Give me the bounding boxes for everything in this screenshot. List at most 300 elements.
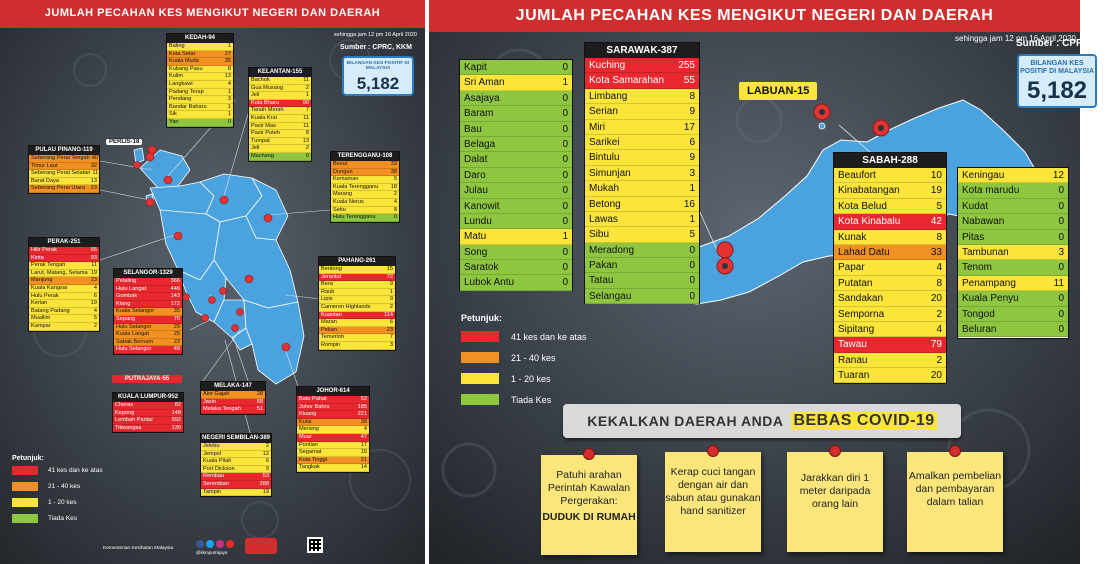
district-count: 0 bbox=[562, 215, 568, 227]
state-table bbox=[28, 145, 100, 194]
district-name: Song bbox=[464, 246, 488, 258]
district-count: 11 bbox=[1053, 277, 1064, 289]
as-of-date: sehingga jam 12 pm 16 April 2020 bbox=[955, 34, 1076, 43]
district-count: 1 bbox=[227, 103, 231, 110]
district-count: 8 bbox=[936, 231, 942, 243]
district-name: Beaufort bbox=[838, 170, 876, 181]
district-row bbox=[958, 168, 1068, 183]
district-count: 0 bbox=[562, 169, 568, 181]
state-title: PERAK-251 bbox=[29, 238, 99, 247]
legend-swatch-green bbox=[12, 514, 38, 523]
district-name: Hulu Selangor bbox=[116, 323, 152, 330]
district-row bbox=[834, 368, 946, 383]
district-name: Tumpat bbox=[251, 137, 270, 144]
district-count: 2 bbox=[265, 443, 269, 449]
district-count: 0 bbox=[1058, 216, 1064, 228]
district-name: Sri Aman bbox=[464, 77, 505, 89]
district-count: 0 bbox=[1058, 293, 1064, 305]
district-name: Tenom bbox=[962, 262, 993, 274]
district-name: Sepang bbox=[116, 315, 136, 322]
district-count: 19 bbox=[930, 185, 942, 197]
district-row bbox=[29, 178, 99, 186]
state-title: JOHOR-614 bbox=[297, 387, 369, 396]
district-count: 4 bbox=[936, 323, 942, 335]
note-text: Jarakkan diri 1 meter daripada orang lain bbox=[799, 472, 871, 510]
district-row bbox=[585, 58, 699, 73]
district-count: 68 bbox=[256, 398, 263, 405]
district-name: Asajaya bbox=[464, 92, 500, 104]
district-name: Johor Bahru bbox=[299, 403, 330, 410]
district-name: Matu bbox=[464, 231, 487, 243]
district-row bbox=[460, 183, 572, 198]
sticky-note-wash-hands bbox=[665, 452, 761, 552]
district-name: Muar bbox=[299, 433, 312, 440]
state-title: KEDAH-94 bbox=[167, 34, 233, 43]
district-count: 13 bbox=[302, 137, 309, 144]
district-count: 65 bbox=[90, 247, 97, 253]
district-count: 23 bbox=[173, 338, 180, 345]
district-name: Port Dickson bbox=[203, 465, 235, 472]
district-name: Jasin bbox=[203, 398, 217, 405]
east-malaysia-panel bbox=[429, 0, 1119, 564]
district-count: 52 bbox=[360, 396, 367, 402]
district-name: Mukah bbox=[589, 183, 620, 195]
district-name: Alor Gajah bbox=[203, 391, 230, 397]
district-name: Lawas bbox=[589, 213, 618, 225]
district-count: 55 bbox=[683, 75, 695, 87]
peninsular-panel bbox=[0, 0, 425, 564]
district-row bbox=[958, 260, 1068, 275]
district-row bbox=[297, 464, 369, 472]
district-row bbox=[297, 457, 369, 465]
district-count: 11 bbox=[303, 114, 309, 121]
district-count: 23 bbox=[386, 326, 393, 333]
district-count: 3 bbox=[389, 341, 393, 348]
district-count: 8 bbox=[227, 65, 231, 72]
district-row bbox=[958, 307, 1068, 322]
district-name: Kanowit bbox=[464, 200, 500, 212]
district-name: Yan bbox=[169, 118, 179, 125]
district-name: Cheras bbox=[115, 402, 134, 408]
district-count: 19 bbox=[262, 488, 269, 495]
district-count: 23 bbox=[90, 185, 97, 192]
district-count: 4 bbox=[393, 198, 397, 205]
district-count: 0 bbox=[562, 123, 568, 135]
district-row bbox=[114, 278, 182, 286]
district-row bbox=[834, 307, 946, 322]
motto-text: KEKALKAN DAERAH ANDA bbox=[587, 413, 784, 429]
facebook-icon[interactable] bbox=[196, 540, 204, 548]
district-name: Papar bbox=[838, 262, 865, 274]
district-count: 38 bbox=[360, 418, 367, 425]
state-title: PULAU PINANG-119 bbox=[29, 146, 99, 155]
district-row bbox=[249, 130, 311, 138]
state-title: PAHANG-261 bbox=[319, 257, 395, 266]
instagram-icon[interactable] bbox=[216, 540, 224, 548]
district-count: 0 bbox=[562, 262, 568, 274]
district-name: Bentong bbox=[321, 266, 342, 272]
twitter-icon[interactable] bbox=[206, 540, 214, 548]
district-name: Baram bbox=[464, 108, 494, 120]
district-count: 0 bbox=[562, 246, 568, 258]
district-count: 33 bbox=[390, 161, 397, 167]
legend-item-green: Tiada Kes bbox=[48, 515, 78, 522]
district-name: Seberang Perai Utara bbox=[31, 185, 86, 192]
district-name: Serian bbox=[589, 106, 618, 118]
district-name: Miri bbox=[589, 121, 606, 133]
youtube-icon[interactable] bbox=[226, 540, 234, 548]
district-row bbox=[114, 286, 182, 294]
legend-title: Petunjuk: bbox=[12, 455, 44, 462]
district-name: Kota Belud bbox=[838, 200, 887, 212]
district-name: Kuala Nerus bbox=[333, 198, 364, 205]
district-row bbox=[167, 96, 233, 104]
district-count: 6 bbox=[689, 136, 695, 148]
district-count: 9 bbox=[689, 152, 695, 164]
district-count: 82 bbox=[174, 402, 181, 408]
district-row bbox=[114, 339, 182, 347]
district-row bbox=[958, 199, 1068, 214]
district-row bbox=[460, 91, 572, 106]
district-row bbox=[460, 106, 572, 121]
district-name: Lembah Pantai bbox=[115, 417, 153, 424]
district-name: Kapit bbox=[464, 62, 487, 73]
district-count: 0 bbox=[689, 244, 695, 256]
source-label: Sumber : CPRC, KKM bbox=[340, 44, 412, 51]
district-name: Jeli bbox=[251, 92, 260, 99]
district-row bbox=[834, 214, 946, 229]
district-row bbox=[585, 227, 699, 242]
district-count: 0 bbox=[227, 118, 231, 125]
district-count: 12 bbox=[262, 450, 269, 457]
district-name: Lipis bbox=[321, 296, 333, 303]
district-row bbox=[29, 323, 99, 331]
district-count: 14 bbox=[360, 464, 367, 471]
district-row bbox=[167, 51, 233, 59]
district-name: Kuala Selangor bbox=[116, 308, 155, 315]
district-name: Kepong bbox=[115, 409, 135, 416]
district-row bbox=[331, 161, 399, 169]
district-count: 35 bbox=[224, 58, 231, 65]
sarawak-table-left bbox=[459, 59, 573, 291]
putrajaya-label: PUTRAJAYA-55 bbox=[112, 375, 182, 383]
district-count: 8 bbox=[936, 277, 942, 289]
district-count: 1 bbox=[562, 231, 568, 243]
state-table bbox=[28, 237, 100, 332]
sabah-table-left bbox=[833, 152, 947, 384]
district-name: Kota Kinabalu bbox=[838, 216, 901, 228]
district-row bbox=[319, 312, 395, 320]
district-name: Manjung bbox=[31, 277, 53, 284]
district-name: Sandakan bbox=[838, 293, 884, 305]
district-count: 172 bbox=[170, 300, 180, 307]
district-count: 288 bbox=[259, 480, 269, 487]
district-count: 5 bbox=[93, 315, 97, 322]
district-name: Temerloh bbox=[321, 334, 345, 341]
sarawak-title: SARAWAK-387 bbox=[585, 43, 699, 58]
district-name: Hulu Selangor bbox=[116, 346, 152, 353]
district-row bbox=[460, 75, 572, 90]
district-row bbox=[585, 258, 699, 273]
district-row bbox=[331, 199, 399, 207]
district-row bbox=[331, 214, 399, 222]
district-row bbox=[834, 199, 946, 214]
district-row bbox=[585, 89, 699, 104]
motto-highlight: BEBAS COVID-19 bbox=[793, 412, 935, 429]
district-name: Sipitang bbox=[838, 323, 875, 335]
state-table bbox=[248, 67, 312, 162]
district-count: 0 bbox=[1058, 200, 1064, 212]
district-row bbox=[249, 92, 311, 100]
district-name: Daro bbox=[464, 169, 486, 181]
district-count: 11 bbox=[92, 170, 99, 177]
pushpin-icon bbox=[707, 445, 719, 457]
district-name: Hilir Perak bbox=[31, 247, 57, 253]
legend-swatch-yellow bbox=[461, 373, 499, 384]
district-count: 4 bbox=[93, 307, 97, 314]
district-name: Gombak bbox=[116, 293, 138, 300]
district-count: 221 bbox=[357, 411, 367, 418]
district-row bbox=[167, 119, 233, 127]
total-cases-label: BILANGAN KES POSITIF DI MALAYSIA bbox=[1019, 60, 1095, 75]
district-name: Padang Terap bbox=[169, 88, 204, 95]
district-row bbox=[585, 73, 699, 88]
district-row bbox=[29, 285, 99, 293]
district-name: Sik bbox=[169, 111, 177, 118]
district-name: Petaling bbox=[116, 278, 137, 284]
legend-item-orange: 21 - 40 kes bbox=[511, 352, 556, 363]
district-count: 6 bbox=[389, 319, 393, 326]
district-name: Langkawi bbox=[169, 80, 193, 87]
district-count: 51 bbox=[256, 406, 263, 413]
district-count: 9 bbox=[389, 296, 393, 303]
district-row bbox=[460, 199, 572, 214]
district-name: Titiwangsa bbox=[115, 424, 142, 431]
district-count: 1 bbox=[305, 92, 309, 99]
district-name: Sabak Bernam bbox=[116, 338, 154, 345]
district-row bbox=[834, 168, 946, 183]
district-count: 0 bbox=[562, 62, 568, 73]
district-row bbox=[29, 270, 99, 278]
district-count: 33 bbox=[930, 246, 942, 258]
district-row bbox=[297, 411, 369, 419]
district-count: 6 bbox=[265, 458, 269, 465]
state-title: NEGERI SEMBILAN-389 bbox=[201, 435, 270, 441]
district-name: Seremban bbox=[203, 480, 229, 487]
district-row bbox=[249, 145, 311, 153]
state-title: SELANGOR-1329 bbox=[114, 269, 182, 278]
district-row bbox=[167, 58, 233, 66]
district-name: Klang bbox=[116, 300, 131, 307]
district-count: 0 bbox=[689, 290, 695, 302]
district-row bbox=[114, 324, 182, 332]
district-count: 11 bbox=[303, 77, 309, 83]
district-row bbox=[585, 289, 699, 304]
district-name: Pendang bbox=[169, 96, 192, 103]
district-name: Tuaran bbox=[838, 370, 870, 382]
district-row bbox=[249, 115, 311, 123]
district-row bbox=[249, 123, 311, 131]
district-count: 0 bbox=[1058, 308, 1064, 320]
district-count: 0 bbox=[689, 275, 695, 287]
district-row bbox=[331, 169, 399, 177]
district-count: 7 bbox=[389, 334, 393, 341]
district-count: 366 bbox=[170, 278, 180, 284]
district-count: 18 bbox=[390, 183, 397, 190]
sticky-note-online bbox=[907, 452, 1003, 552]
district-name: Muallim bbox=[31, 315, 51, 322]
district-row bbox=[958, 230, 1068, 245]
district-row bbox=[585, 197, 699, 212]
legend-item-red: 41 kes dan ke atas bbox=[511, 331, 587, 342]
note-bold: DUDUK DI RUMAH bbox=[542, 511, 636, 523]
district-name: Gua Musang bbox=[251, 84, 284, 91]
legend-item-green: Tiada Kes bbox=[511, 394, 552, 405]
district-name: Kuala Kangsar bbox=[31, 284, 68, 291]
page-title: JUMLAH PECAHAN KES MENGIKUT NEGERI DAN DAERAH bbox=[515, 7, 994, 24]
district-name: Dungun bbox=[333, 168, 353, 175]
district-count: 11 bbox=[303, 122, 309, 129]
legend bbox=[461, 313, 587, 405]
district-count: 4 bbox=[93, 284, 97, 291]
district-row bbox=[319, 274, 395, 282]
district-count: 19 bbox=[90, 269, 97, 276]
total-cases-value: 5,182 bbox=[1026, 77, 1088, 105]
total-cases-label: BILANGAN KES POSITIF DI MALAYSIA bbox=[346, 61, 410, 72]
district-row bbox=[167, 81, 233, 89]
district-count: 21 bbox=[360, 456, 367, 463]
district-name: Seberang Perai Tengah bbox=[31, 155, 90, 161]
district-name: Pakan bbox=[589, 260, 618, 272]
crisis-logo bbox=[245, 538, 277, 554]
district-row bbox=[460, 60, 572, 75]
district-name: Batang Padang bbox=[31, 307, 70, 314]
legend-swatch-orange bbox=[461, 352, 499, 363]
district-row bbox=[167, 89, 233, 97]
district-row bbox=[585, 243, 699, 258]
district-row bbox=[460, 137, 572, 152]
district-row bbox=[319, 334, 395, 342]
district-row bbox=[201, 391, 265, 399]
footer-ministry: Kementerian Kesihatan Malaysia bbox=[103, 546, 174, 551]
district-count: 0 bbox=[1058, 323, 1064, 335]
district-row bbox=[460, 152, 572, 167]
district-name: Machang bbox=[251, 152, 275, 159]
sticky-note-stay-home bbox=[541, 455, 637, 555]
social-handle: @kkmputrajaya bbox=[196, 550, 228, 555]
district-count: 0 bbox=[305, 152, 309, 159]
district-name: Raub bbox=[321, 288, 335, 295]
district-count: 19 bbox=[90, 300, 97, 307]
qr-code-icon[interactable] bbox=[307, 537, 323, 553]
district-count: 592 bbox=[171, 417, 181, 424]
state-table bbox=[112, 392, 184, 433]
district-row bbox=[29, 300, 99, 308]
district-row bbox=[201, 458, 271, 466]
district-count: 0 bbox=[562, 108, 568, 120]
district-row bbox=[113, 417, 183, 425]
district-name: Barat Daya bbox=[31, 177, 59, 184]
district-count: 0 bbox=[562, 92, 568, 104]
labuan-label: LABUAN-15 bbox=[739, 82, 817, 100]
sabah-title: SABAH-288 bbox=[834, 153, 946, 168]
district-row bbox=[331, 191, 399, 199]
legend-swatch-orange bbox=[12, 482, 38, 491]
district-name: Jelebu bbox=[203, 443, 220, 449]
district-row bbox=[585, 212, 699, 227]
district-count: 27 bbox=[224, 50, 231, 57]
district-row bbox=[585, 150, 699, 165]
district-count: 1 bbox=[689, 183, 695, 195]
district-name: Batu Pahat bbox=[299, 396, 327, 402]
district-count: 16 bbox=[683, 198, 695, 210]
district-count: 15 bbox=[386, 266, 393, 272]
district-count: 6 bbox=[93, 292, 97, 299]
district-count: 70 bbox=[173, 315, 180, 322]
social-icons bbox=[196, 540, 234, 548]
district-row bbox=[113, 410, 183, 418]
district-count: 0 bbox=[562, 154, 568, 166]
district-row bbox=[834, 183, 946, 198]
district-count: 9 bbox=[689, 106, 695, 118]
district-name: Ranau bbox=[838, 354, 868, 366]
perlis-label: PERLIS-18 bbox=[106, 139, 142, 145]
district-count: 8 bbox=[393, 206, 397, 213]
district-count: 2 bbox=[389, 303, 393, 310]
district-name: Simunjan bbox=[589, 167, 631, 179]
district-count: 0 bbox=[689, 260, 695, 272]
district-row bbox=[201, 406, 265, 414]
pushpin-icon bbox=[583, 448, 595, 460]
district-name: Nabawan bbox=[962, 216, 1005, 228]
legend-title: Petunjuk: bbox=[461, 313, 503, 323]
district-count: 13 bbox=[224, 73, 231, 80]
district-name: Putatan bbox=[838, 277, 873, 289]
district-count: 4 bbox=[936, 262, 942, 274]
district-name: Kunak bbox=[838, 231, 867, 243]
district-row bbox=[460, 229, 572, 244]
district-name: Besut bbox=[333, 161, 348, 167]
district-count: 8 bbox=[689, 90, 695, 102]
district-count: 1 bbox=[389, 288, 393, 295]
district-name: Lundu bbox=[464, 215, 492, 227]
district-row bbox=[460, 245, 572, 260]
district-name: Rembau bbox=[203, 473, 225, 480]
district-count: 13 bbox=[90, 177, 97, 184]
motto-banner bbox=[563, 404, 961, 438]
district-count: 38 bbox=[390, 168, 397, 175]
district-name: Setiu bbox=[333, 206, 346, 213]
district-name: Limbang bbox=[589, 90, 628, 102]
district-name: Tawau bbox=[838, 339, 867, 351]
district-name: Tambunan bbox=[962, 246, 1009, 258]
district-row bbox=[958, 276, 1068, 291]
district-count: 79 bbox=[930, 339, 942, 351]
district-row bbox=[29, 293, 99, 301]
district-row bbox=[29, 277, 99, 285]
district-row bbox=[834, 276, 946, 291]
district-name: Pontian bbox=[299, 441, 318, 448]
district-name: Lahad Datu bbox=[838, 246, 890, 258]
district-row bbox=[319, 289, 395, 297]
district-name: Tatau bbox=[589, 275, 614, 287]
district-row bbox=[585, 104, 699, 119]
state-table bbox=[200, 433, 272, 497]
district-name: Hulu Perak bbox=[31, 292, 59, 299]
state-title: KUALA LUMPUR-952 bbox=[113, 393, 183, 402]
district-row bbox=[297, 396, 369, 404]
district-row bbox=[167, 104, 233, 112]
